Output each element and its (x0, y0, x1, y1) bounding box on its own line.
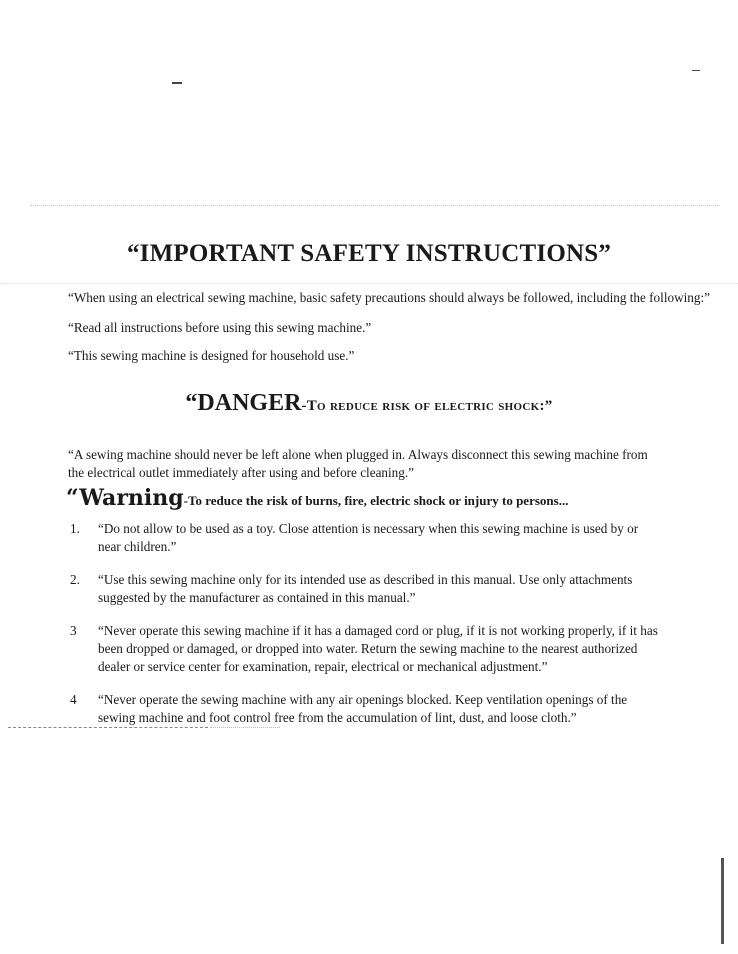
warning-heading-lead: “Warning (66, 485, 184, 511)
warning-heading (66, 485, 568, 511)
list-item-text: “Use this sewing machine only for its intended use as described in this manual. Use only attachments suggested by the manufacturer as contained in this manual.” (98, 572, 633, 605)
danger-heading-lead: “DANGER (185, 390, 302, 416)
list-item-number: 3 (70, 623, 77, 638)
intro-line-2: “Read all instructions before using this sewing machine.” (68, 320, 372, 335)
intro-line-1: “When using an electrical sewing machine, basic safety precautions should always be followed, including the following:” (68, 290, 710, 305)
danger-heading-rest: -To reduce risk of electric shock:” (301, 398, 553, 414)
scan-edge-mark (721, 858, 724, 944)
list-item-text: “Never operate this sewing machine if it has a damaged cord or plug, if it is not working properly, if it has been dropped or damaged, or dropped into water. Return the sewing machine to the nearest authorized dealer or service center for examination, repair, electrical or mechanical adjustment.” (98, 623, 658, 674)
list-item-number: 2. (70, 572, 80, 587)
safety-instruction-list (68, 520, 662, 742)
list-item-text: “Never operate the sewing machine with any air openings blocked. Keep ventilation openings of the sewing machine and foot control free from the accumulation of lint, dust, and loose cloth.” (98, 692, 628, 725)
list-item-text: “Do not allow to be used as a toy. Close attention is necessary when this sewing machine is used by or near children.” (98, 521, 639, 554)
scan-dotted-line (30, 205, 720, 207)
scan-speck (172, 82, 182, 84)
list-item-number: 4 (70, 692, 77, 707)
danger-heading (0, 390, 738, 417)
scan-dotted-line (0, 283, 738, 285)
danger-paragraph: “A sewing machine should never be left alone when plugged in. Always disconnect this sewing machine from the electrical outlet immediately after using and before cleaning.” (68, 447, 648, 480)
list-item (68, 691, 662, 727)
intro-line-3: “This sewing machine is designed for household use.” (68, 348, 355, 363)
scan-speck (692, 70, 700, 71)
page-title: “IMPORTANT SAFETY INSTRUCTIONS” (126, 240, 612, 267)
list-item (68, 571, 662, 607)
list-item (68, 520, 662, 556)
warning-heading-rest: -To reduce the risk of burns, fire, electric shock or injury to persons... (183, 493, 569, 508)
list-item-number: 1. (70, 521, 80, 536)
list-item (68, 622, 662, 676)
